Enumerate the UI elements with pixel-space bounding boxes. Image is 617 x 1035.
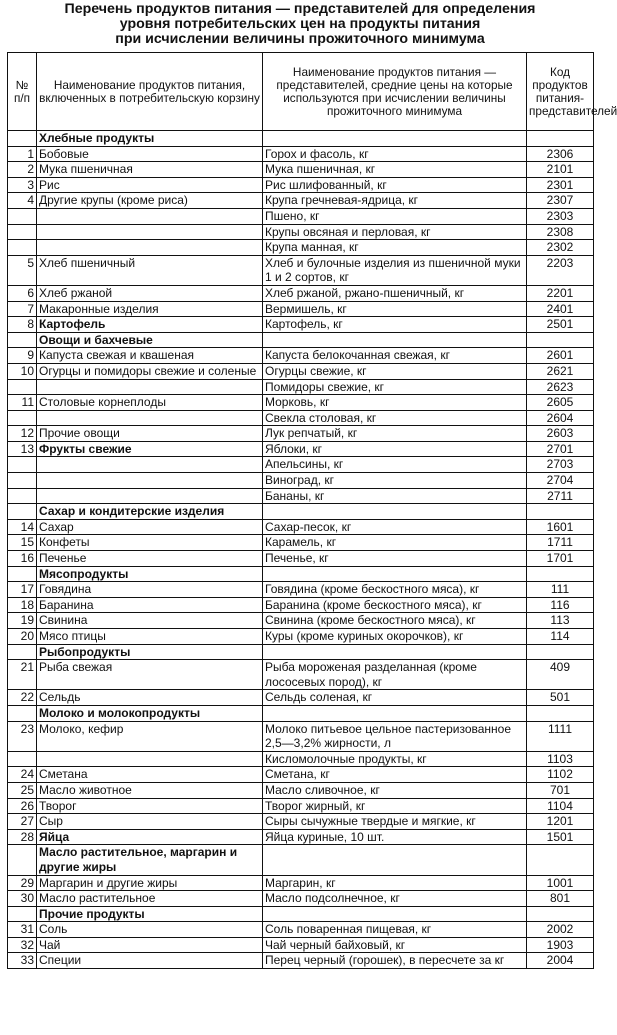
table-row (8, 751, 594, 767)
product-code: 1001 (527, 875, 594, 891)
row-number: 15 (8, 535, 37, 551)
representative-name (263, 504, 527, 520)
product-name: Печенье (37, 551, 263, 567)
table-row (8, 426, 594, 442)
row-number (8, 751, 37, 767)
row-number: 10 (8, 363, 37, 379)
representative-name: Карамель, кг (263, 535, 527, 551)
product-name: Хлебные продукты (37, 131, 263, 147)
representative-name: Кисломолочные продукты, кг (263, 751, 527, 767)
header-representative: Наименование продуктов питания — представителей, средние цены на которые используются при исчислении величины прожиточного минимума (263, 53, 527, 131)
product-name: Сахар (37, 519, 263, 535)
row-number: 19 (8, 613, 37, 629)
product-code: 1711 (527, 535, 594, 551)
representative-name: Сыры сычужные твердые и мягкие, кг (263, 814, 527, 830)
product-name: Прочие продукты (37, 906, 263, 922)
product-code: 2203 (527, 255, 594, 285)
product-name: Рис (37, 177, 263, 193)
product-code: 2703 (527, 457, 594, 473)
product-name (37, 457, 263, 473)
product-code: 701 (527, 782, 594, 798)
table-row (8, 473, 594, 489)
product-code: 1701 (527, 551, 594, 567)
table-row (8, 410, 594, 426)
product-code: 2302 (527, 240, 594, 256)
section-row (8, 644, 594, 660)
representative-name (263, 705, 527, 721)
row-number (8, 488, 37, 504)
table-row (8, 629, 594, 645)
product-name: Хлеб ржаной (37, 285, 263, 301)
product-name (37, 224, 263, 240)
row-number: 16 (8, 551, 37, 567)
row-number: 20 (8, 629, 37, 645)
representative-name: Печенье, кг (263, 551, 527, 567)
row-number (8, 705, 37, 721)
product-name: Капуста свежая и квашеная (37, 348, 263, 364)
table-row (8, 317, 594, 333)
product-code: 2621 (527, 363, 594, 379)
product-code: 2307 (527, 193, 594, 209)
product-name: Баранина (37, 597, 263, 613)
representative-name: Крупа манная, кг (263, 240, 527, 256)
representative-name: Капуста белокочанная свежая, кг (263, 348, 527, 364)
table-row (8, 348, 594, 364)
table-row (8, 551, 594, 567)
representative-name: Соль поваренная пищевая, кг (263, 922, 527, 938)
header-code: Код продуктов питания-представителей (527, 53, 594, 131)
table-row (8, 488, 594, 504)
row-number: 5 (8, 255, 37, 285)
product-name: Молоко и молокопродукты (37, 705, 263, 721)
row-number: 1 (8, 146, 37, 162)
product-name: Масло животное (37, 782, 263, 798)
product-name (37, 473, 263, 489)
table-row (8, 162, 594, 178)
representative-name: Вермишель, кг (263, 301, 527, 317)
product-code (527, 705, 594, 721)
representative-name: Баранина (кроме бескостного мяса), кг (263, 597, 527, 613)
product-code: 1903 (527, 937, 594, 953)
row-number (8, 332, 37, 348)
product-code: 501 (527, 690, 594, 706)
title-line-2: уровня потребительских цен на продукты питания (119, 16, 481, 32)
product-code: 114 (527, 629, 594, 645)
row-number (8, 457, 37, 473)
product-name: Масло растительное, маргарин и другие жиры (37, 845, 263, 875)
product-name: Картофель (37, 317, 263, 333)
table-row (8, 721, 594, 751)
table-body (8, 131, 594, 969)
representative-name: Бананы, кг (263, 488, 527, 504)
row-number (8, 504, 37, 520)
representative-name (263, 332, 527, 348)
representative-name: Масло сливочное, кг (263, 782, 527, 798)
representative-name: Хлеб и булочные изделия из пшеничной муки 1 и 2 сортов, кг (263, 255, 527, 285)
product-name: Маргарин и другие жиры (37, 875, 263, 891)
representative-name: Чай черный байховый, кг (263, 937, 527, 953)
row-number: 2 (8, 162, 37, 178)
table-row (8, 597, 594, 613)
section-row (8, 131, 594, 147)
representative-name: Яблоки, кг (263, 441, 527, 457)
representative-name: Сельдь соленая, кг (263, 690, 527, 706)
representative-name: Сахар-песок, кг (263, 519, 527, 535)
section-row (8, 504, 594, 520)
representative-name (263, 566, 527, 582)
product-code (527, 332, 594, 348)
table-row (8, 690, 594, 706)
header-num: № п/п (8, 53, 37, 131)
table-row (8, 814, 594, 830)
product-code (527, 906, 594, 922)
representative-name: Рыба мороженая разделанная (кроме лососевых пород), кг (263, 660, 527, 690)
product-name: Рыба свежая (37, 660, 263, 690)
table-row (8, 363, 594, 379)
row-number (8, 845, 37, 875)
table-row (8, 301, 594, 317)
document-title (0, 0, 600, 48)
table-row (8, 953, 594, 969)
table-row (8, 891, 594, 907)
table-row (8, 829, 594, 845)
product-code (527, 644, 594, 660)
product-name: Мясо птицы (37, 629, 263, 645)
row-number (8, 379, 37, 395)
table-row (8, 582, 594, 598)
product-code: 2711 (527, 488, 594, 504)
table-row (8, 767, 594, 783)
product-name: Сахар и кондитерские изделия (37, 504, 263, 520)
table-row (8, 798, 594, 814)
product-code: 1201 (527, 814, 594, 830)
title-line-1: Перечень продуктов питания — представителей для определения (64, 1, 536, 17)
row-number: 7 (8, 301, 37, 317)
product-code: 1104 (527, 798, 594, 814)
row-number: 26 (8, 798, 37, 814)
product-code: 2101 (527, 162, 594, 178)
row-number: 3 (8, 177, 37, 193)
row-number (8, 566, 37, 582)
product-name: Творог (37, 798, 263, 814)
representative-name: Масло подсолнечное, кг (263, 891, 527, 907)
table-row (8, 922, 594, 938)
section-row (8, 705, 594, 721)
product-name: Фрукты свежие (37, 441, 263, 457)
table-row (8, 535, 594, 551)
table-row (8, 208, 594, 224)
product-name: Говядина (37, 582, 263, 598)
representative-name: Апельсины, кг (263, 457, 527, 473)
representative-name (263, 131, 527, 147)
row-number: 29 (8, 875, 37, 891)
product-code (527, 131, 594, 147)
representative-name: Свинина (кроме бескостного мяса), кг (263, 613, 527, 629)
product-name: Огурцы и помидоры свежие и соленые (37, 363, 263, 379)
product-name: Мясопродукты (37, 566, 263, 582)
representative-name: Свекла столовая, кг (263, 410, 527, 426)
product-name: Специи (37, 953, 263, 969)
product-code: 2501 (527, 317, 594, 333)
row-number: 8 (8, 317, 37, 333)
representative-name: Горох и фасоль, кг (263, 146, 527, 162)
representative-name: Сметана, кг (263, 767, 527, 783)
row-number: 11 (8, 395, 37, 411)
table-row (8, 875, 594, 891)
product-name (37, 379, 263, 395)
header-product: Наименование продуктов питания, включенных в потребительскую корзину (37, 53, 263, 131)
representative-name: Огурцы свежие, кг (263, 363, 527, 379)
product-code: 2401 (527, 301, 594, 317)
row-number: 4 (8, 193, 37, 209)
row-number: 32 (8, 937, 37, 953)
table-row (8, 613, 594, 629)
representative-name: Картофель, кг (263, 317, 527, 333)
product-code: 116 (527, 597, 594, 613)
table-row (8, 224, 594, 240)
row-number: 24 (8, 767, 37, 783)
product-code: 1103 (527, 751, 594, 767)
section-row (8, 566, 594, 582)
row-number: 17 (8, 582, 37, 598)
table-row (8, 395, 594, 411)
row-number (8, 473, 37, 489)
table-row (8, 379, 594, 395)
section-row (8, 906, 594, 922)
product-name (37, 751, 263, 767)
row-number: 9 (8, 348, 37, 364)
product-code: 2004 (527, 953, 594, 969)
product-code: 2303 (527, 208, 594, 224)
product-code: 1102 (527, 767, 594, 783)
product-name: Сметана (37, 767, 263, 783)
product-name: Прочие овощи (37, 426, 263, 442)
product-code: 2301 (527, 177, 594, 193)
product-name: Рыбопродукты (37, 644, 263, 660)
row-number: 31 (8, 922, 37, 938)
representative-name: Говядина (кроме бескостного мяса), кг (263, 582, 527, 598)
product-name: Масло растительное (37, 891, 263, 907)
product-name (37, 488, 263, 504)
row-number: 12 (8, 426, 37, 442)
row-number: 23 (8, 721, 37, 751)
product-code: 2002 (527, 922, 594, 938)
product-name: Яйца (37, 829, 263, 845)
representative-name: Яйца куриные, 10 шт. (263, 829, 527, 845)
row-number: 18 (8, 597, 37, 613)
representative-name: Морковь, кг (263, 395, 527, 411)
row-number: 25 (8, 782, 37, 798)
row-number (8, 208, 37, 224)
representative-name: Виноград, кг (263, 473, 527, 489)
representative-name: Куры (кроме куриных окорочков), кг (263, 629, 527, 645)
representative-name (263, 845, 527, 875)
row-number: 21 (8, 660, 37, 690)
row-number: 30 (8, 891, 37, 907)
representative-name: Крупы овсяная и перловая, кг (263, 224, 527, 240)
representative-name: Пшено, кг (263, 208, 527, 224)
product-code: 2704 (527, 473, 594, 489)
row-number (8, 644, 37, 660)
row-number (8, 131, 37, 147)
product-code: 2201 (527, 285, 594, 301)
row-number: 13 (8, 441, 37, 457)
table-row (8, 937, 594, 953)
representative-name: Маргарин, кг (263, 875, 527, 891)
product-code: 2701 (527, 441, 594, 457)
product-code: 801 (527, 891, 594, 907)
table-row (8, 660, 594, 690)
row-number (8, 224, 37, 240)
section-row (8, 845, 594, 875)
representative-name: Перец черный (горошек), в пересчете за кг (263, 953, 527, 969)
product-name: Молоко, кефир (37, 721, 263, 751)
row-number (8, 906, 37, 922)
representative-name: Помидоры свежие, кг (263, 379, 527, 395)
title-line-3: при исчислении величины прожиточного минимума (115, 31, 485, 47)
product-code (527, 566, 594, 582)
representative-name (263, 906, 527, 922)
product-code: 2601 (527, 348, 594, 364)
representative-name: Творог жирный, кг (263, 798, 527, 814)
section-row (8, 332, 594, 348)
product-code: 2605 (527, 395, 594, 411)
product-name: Столовые корнеплоды (37, 395, 263, 411)
product-name: Хлеб пшеничный (37, 255, 263, 285)
table-row (8, 255, 594, 285)
product-code: 1601 (527, 519, 594, 535)
products-table (7, 52, 617, 969)
representative-name: Мука пшеничная, кг (263, 162, 527, 178)
product-name: Бобовые (37, 146, 263, 162)
product-code: 113 (527, 613, 594, 629)
table-row (8, 193, 594, 209)
product-code: 409 (527, 660, 594, 690)
row-number: 33 (8, 953, 37, 969)
product-name: Сыр (37, 814, 263, 830)
table-row (8, 519, 594, 535)
product-code (527, 504, 594, 520)
table-row (8, 457, 594, 473)
row-number: 28 (8, 829, 37, 845)
product-code: 111 (527, 582, 594, 598)
representative-name: Молоко питьевое цельное пастеризованное 2,5—3,2% жирности, л (263, 721, 527, 751)
table-row (8, 782, 594, 798)
product-name: Конфеты (37, 535, 263, 551)
product-name (37, 208, 263, 224)
product-name (37, 410, 263, 426)
row-number: 27 (8, 814, 37, 830)
product-name: Макаронные изделия (37, 301, 263, 317)
product-name (37, 240, 263, 256)
representative-name (263, 644, 527, 660)
product-code: 2308 (527, 224, 594, 240)
product-name: Свинина (37, 613, 263, 629)
product-name: Овощи и бахчевые (37, 332, 263, 348)
representative-name: Крупа гречневая-ядрица, кг (263, 193, 527, 209)
row-number: 14 (8, 519, 37, 535)
table-row (8, 441, 594, 457)
table-row (8, 146, 594, 162)
table-row (8, 177, 594, 193)
product-code (527, 845, 594, 875)
product-name: Другие крупы (кроме риса) (37, 193, 263, 209)
product-code: 2604 (527, 410, 594, 426)
product-code: 2623 (527, 379, 594, 395)
row-number: 22 (8, 690, 37, 706)
product-code: 2603 (527, 426, 594, 442)
product-name: Сельдь (37, 690, 263, 706)
table-row (8, 285, 594, 301)
row-number: 6 (8, 285, 37, 301)
product-name: Мука пшеничная (37, 162, 263, 178)
product-code: 1111 (527, 721, 594, 751)
product-name: Чай (37, 937, 263, 953)
table-header-row (8, 53, 594, 131)
representative-name: Лук репчатый, кг (263, 426, 527, 442)
product-code: 2306 (527, 146, 594, 162)
product-name: Соль (37, 922, 263, 938)
row-number (8, 240, 37, 256)
row-number (8, 410, 37, 426)
representative-name: Хлеб ржаной, ржано-пшеничный, кг (263, 285, 527, 301)
representative-name: Рис шлифованный, кг (263, 177, 527, 193)
product-code: 1501 (527, 829, 594, 845)
table-row (8, 240, 594, 256)
